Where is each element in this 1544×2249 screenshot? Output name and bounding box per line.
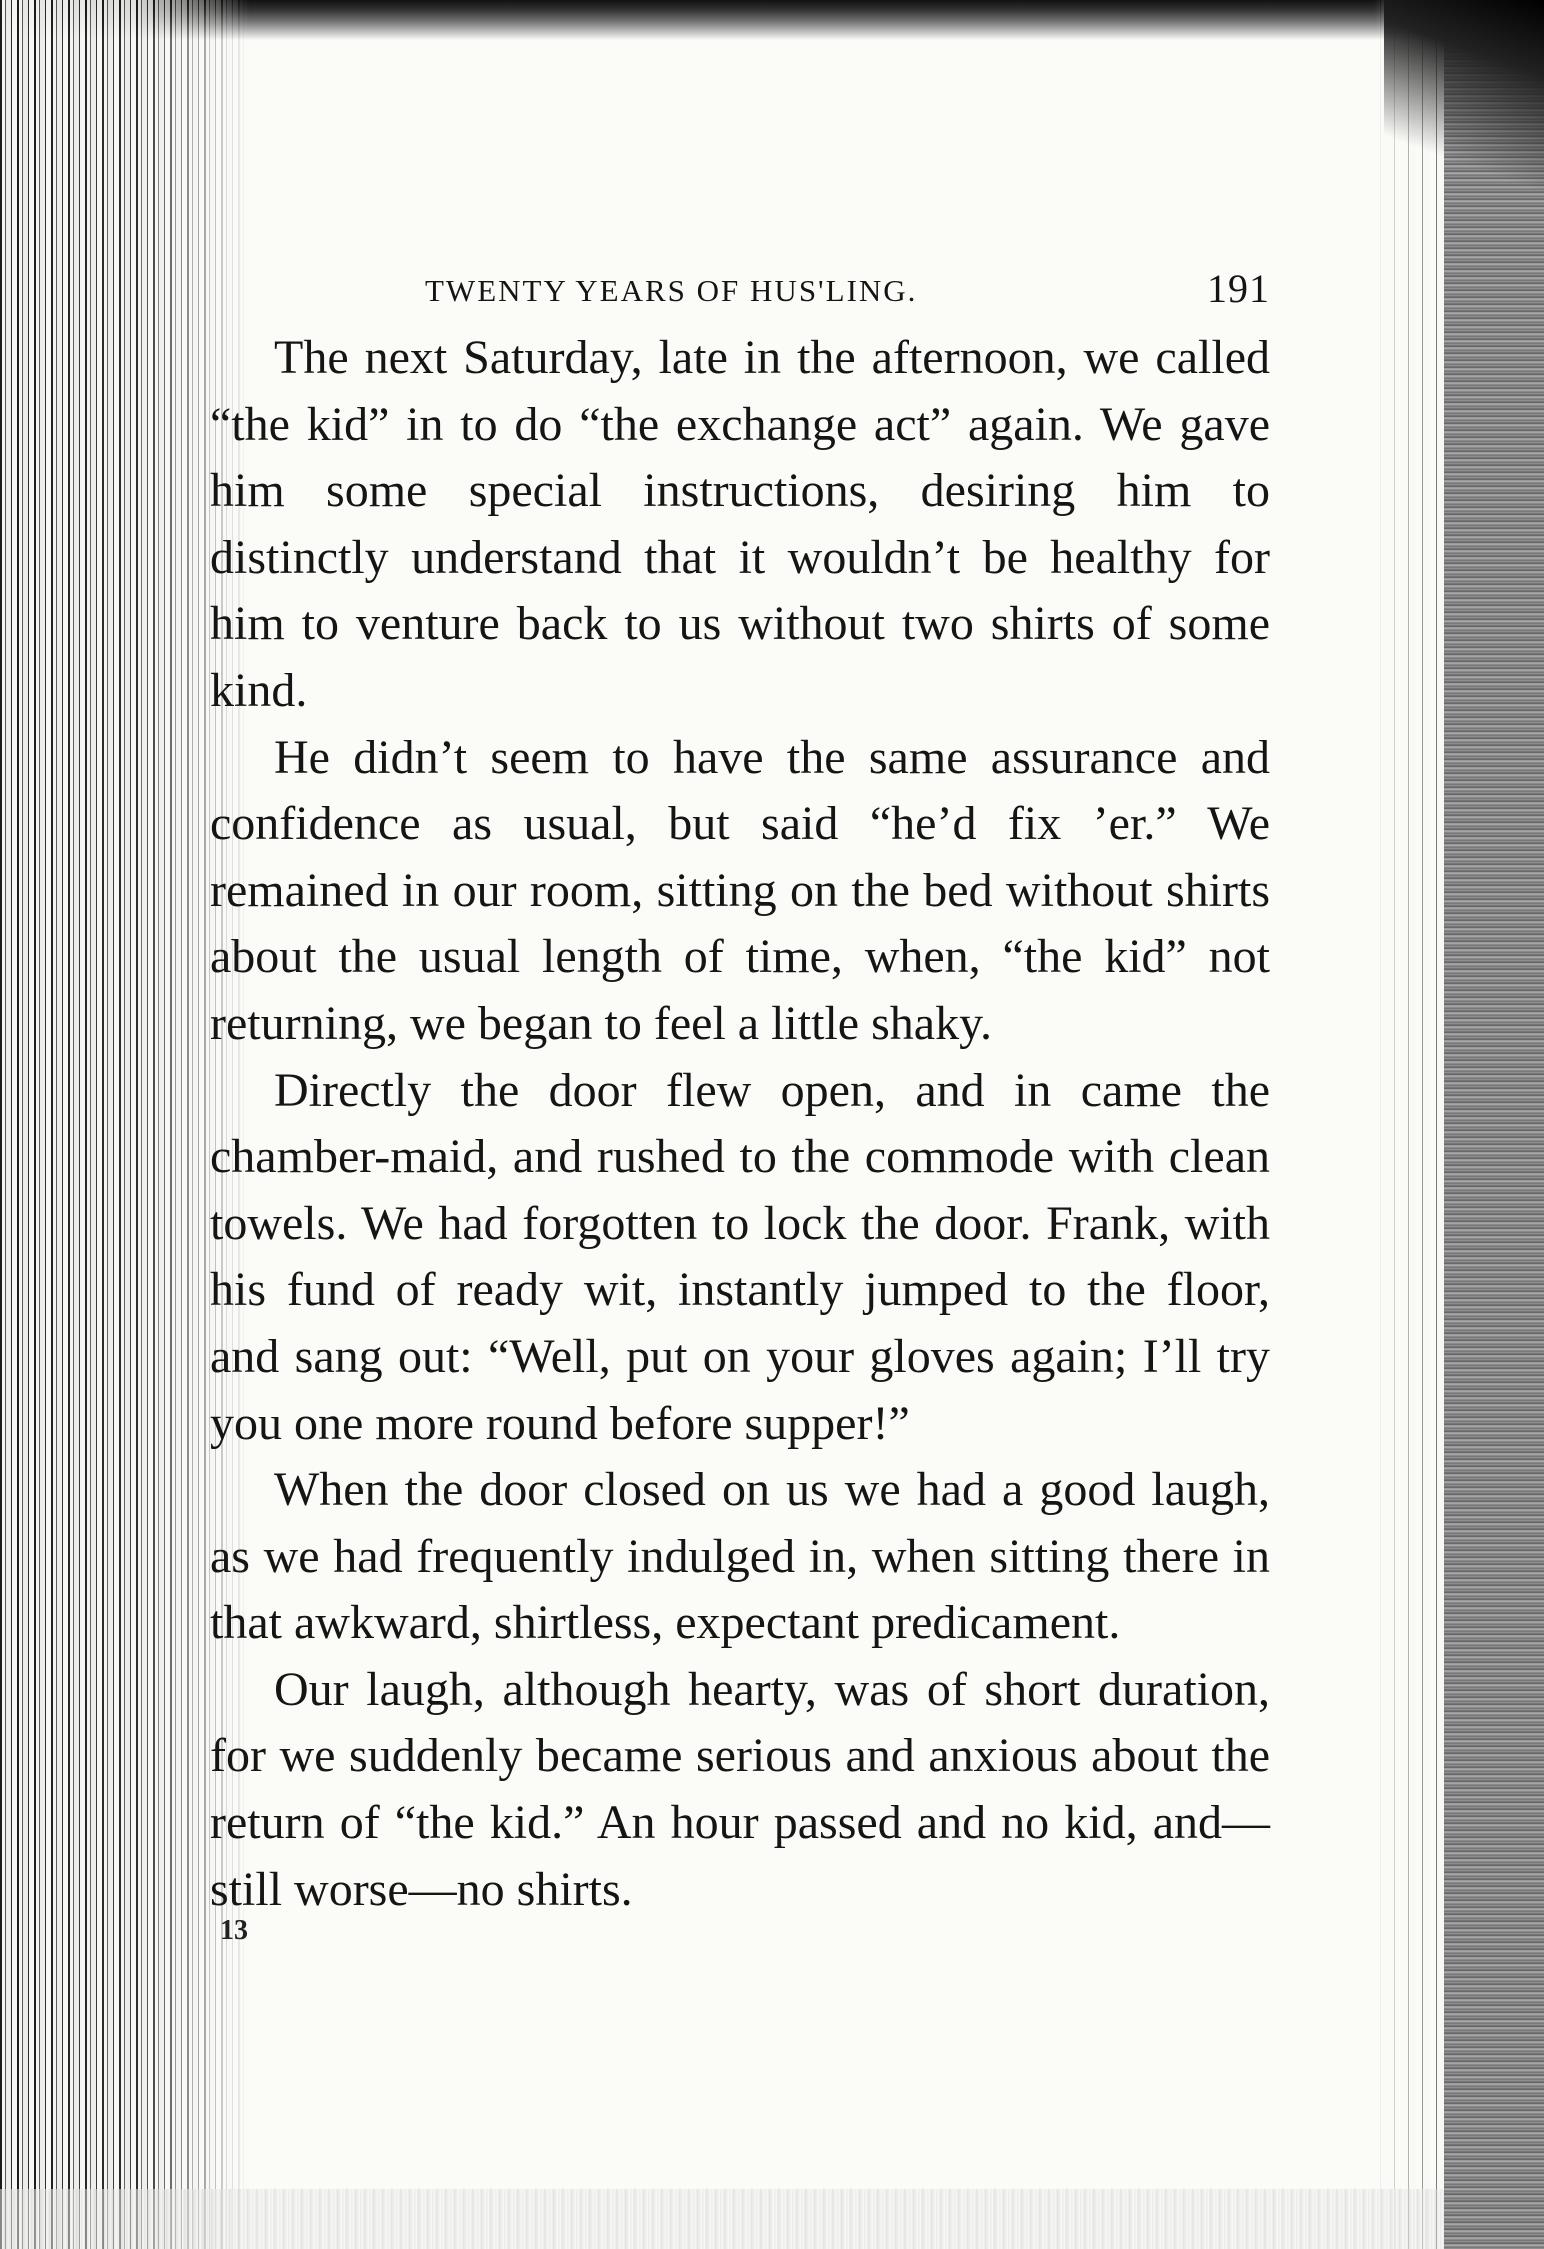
paragraph-1: The next Saturday, late in the afternoon, we called “the kid” in to do “the exchange act” again. We gave him some special instructions, desiring him to distinctly understand that it wouldn’t be healthy for him to venture back to us without two shirts of some kind.	[210, 331, 1270, 717]
page-edge-lines	[1374, 0, 1444, 2249]
paragraph-5: Our laugh, although hearty, was of short duration, for we suddenly became serious and anxious about the return of “the kid.” An hour passed and no kid, and—still worse—no shirts.	[210, 1662, 1270, 1916]
running-head	[210, 265, 1270, 325]
page-text-block	[210, 265, 1270, 1947]
paragraph-3: Directly the door flew open, and in came the chamber-maid, and rushed to the commode with clean towels. We had forgotten to lock the door. Frank, with his fund of ready wit, instantly jumped to the floor, and sang out: “Well, put on your gloves again; I’ll try you one more round before supper!”	[210, 1063, 1270, 1450]
book-page-stack	[1444, 0, 1544, 2249]
paragraph-4: When the door closed on us we had a good laugh, as we had frequently indulged in, when sitting there in that awkward, shirtless, expectant predicament.	[210, 1463, 1270, 1650]
page-number: 191	[1207, 266, 1270, 311]
book-corner-shadow	[1384, 0, 1544, 200]
signature-mark: 13	[220, 1915, 248, 1947]
paragraph-2: He didn’t seem to have the same assurance and confidence as usual, but said “he’d fix ’er.” We remained in our room, sitting on the bed without shirts about the usual length of time, when, “the kid” not returning, we began to feel a little shaky.	[210, 730, 1270, 1050]
running-title: TWENTY YEARS OF HUS'LING.	[425, 273, 918, 308]
scanner-noise	[0, 2189, 1444, 2249]
